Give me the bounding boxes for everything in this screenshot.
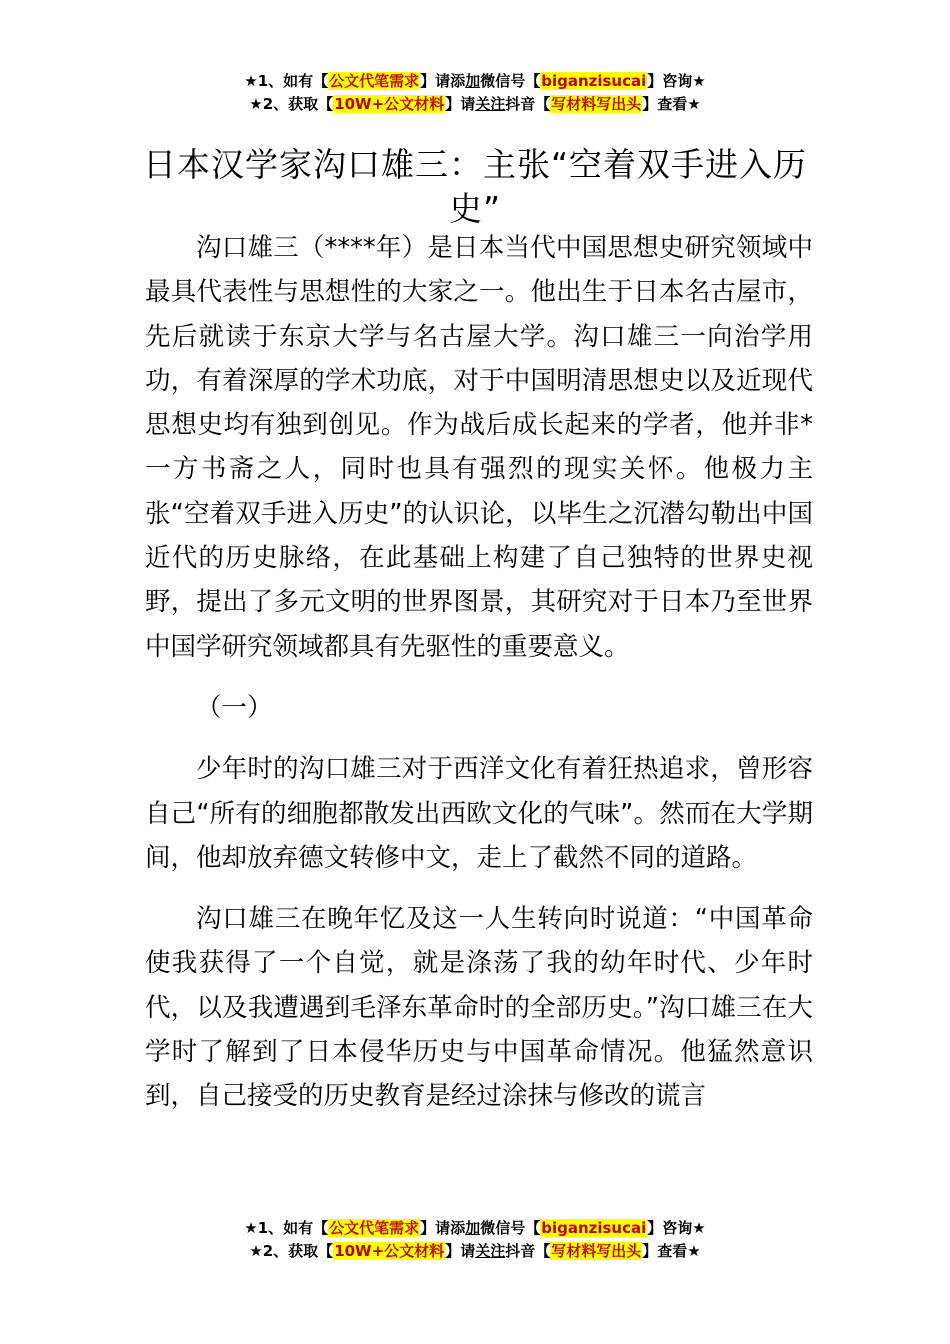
highlight-douyin-account: 写材料写出头 <box>551 95 642 113</box>
banner-line-1: ★1、如有【公文代笔需求】请添加微信号【biganzisucai】咨询★ <box>244 1219 706 1237</box>
highlight-douyin-account: 写材料写出头 <box>551 1242 642 1260</box>
highlight-wechat-id: biganzisucai <box>541 72 647 90</box>
banner-line-1: ★1、如有【公文代笔需求】请添加微信号【biganzisucai】咨询★ <box>244 72 706 90</box>
highlight-wechat-id: biganzisucai <box>541 1219 647 1237</box>
footer-banner <box>0 1217 950 1263</box>
document-title: 日本汉学家沟口雄三：主张“空着双手进入历史” <box>142 145 808 229</box>
highlight-service: 公文代笔需求 <box>329 1219 420 1237</box>
paragraph-youth: 少年时的沟口雄三对于西洋文化有着狂热追求，曾形容自己“所有的细胞都散发出西欧文化的气味”。然而在大学期间，他却放弃德文转修中文，走上了截然不同的道路。 <box>145 754 813 873</box>
banner-line-2: ★2、获取【10W+公文材料】请关注抖音【写材料写出头】查看★ <box>249 1242 701 1260</box>
section-heading-1: （一） <box>196 692 273 723</box>
header-banner <box>0 70 950 116</box>
highlight-materials: 10W+公文材料 <box>334 95 445 113</box>
paragraph-turning-point: 沟口雄三在晚年忆及这一人生转向时说道：“中国革命使我获得了一个自觉，就是涤荡了我的幼年时代、少年时代，以及我遭遇到毛泽东革命时的全部历史。”沟口雄三在大学时了解到了日本侵华历史与中国革命情况。他猛然意识到，自己接受的历史教育是经过涂抹与修改的谎言 <box>145 904 813 1112</box>
paragraph-intro: 沟口雄三（****年）是日本当代中国思想史研究领域中最具代表性与思想性的大家之一。他出生于日本名古屋市，先后就读于东京大学与名古屋大学。沟口雄三一向治学用功，有着深厚的学术功底，对于中国明清思想史以及近现代思想史均有独到创见。作为战后成长起来的学者，他并非*一方书斋之人，同时也具有强烈的现实关怀。他极力主张“空着双手进入历史”的认识论，以毕生之沉潜勾勒出中国近代的历史脉络，在此基础上构建了自己独特的世界史视野，提出了多元文明的世界图景，其研究对于日本乃至世界中国学研究领域都具有先驱性的重要意义。 <box>145 233 813 662</box>
highlight-materials: 10W+公文材料 <box>334 1242 445 1260</box>
highlight-service: 公文代笔需求 <box>329 72 420 90</box>
document-body <box>145 226 813 1136</box>
banner-line-2: ★2、获取【10W+公文材料】请关注抖音【写材料写出头】查看★ <box>249 95 701 113</box>
